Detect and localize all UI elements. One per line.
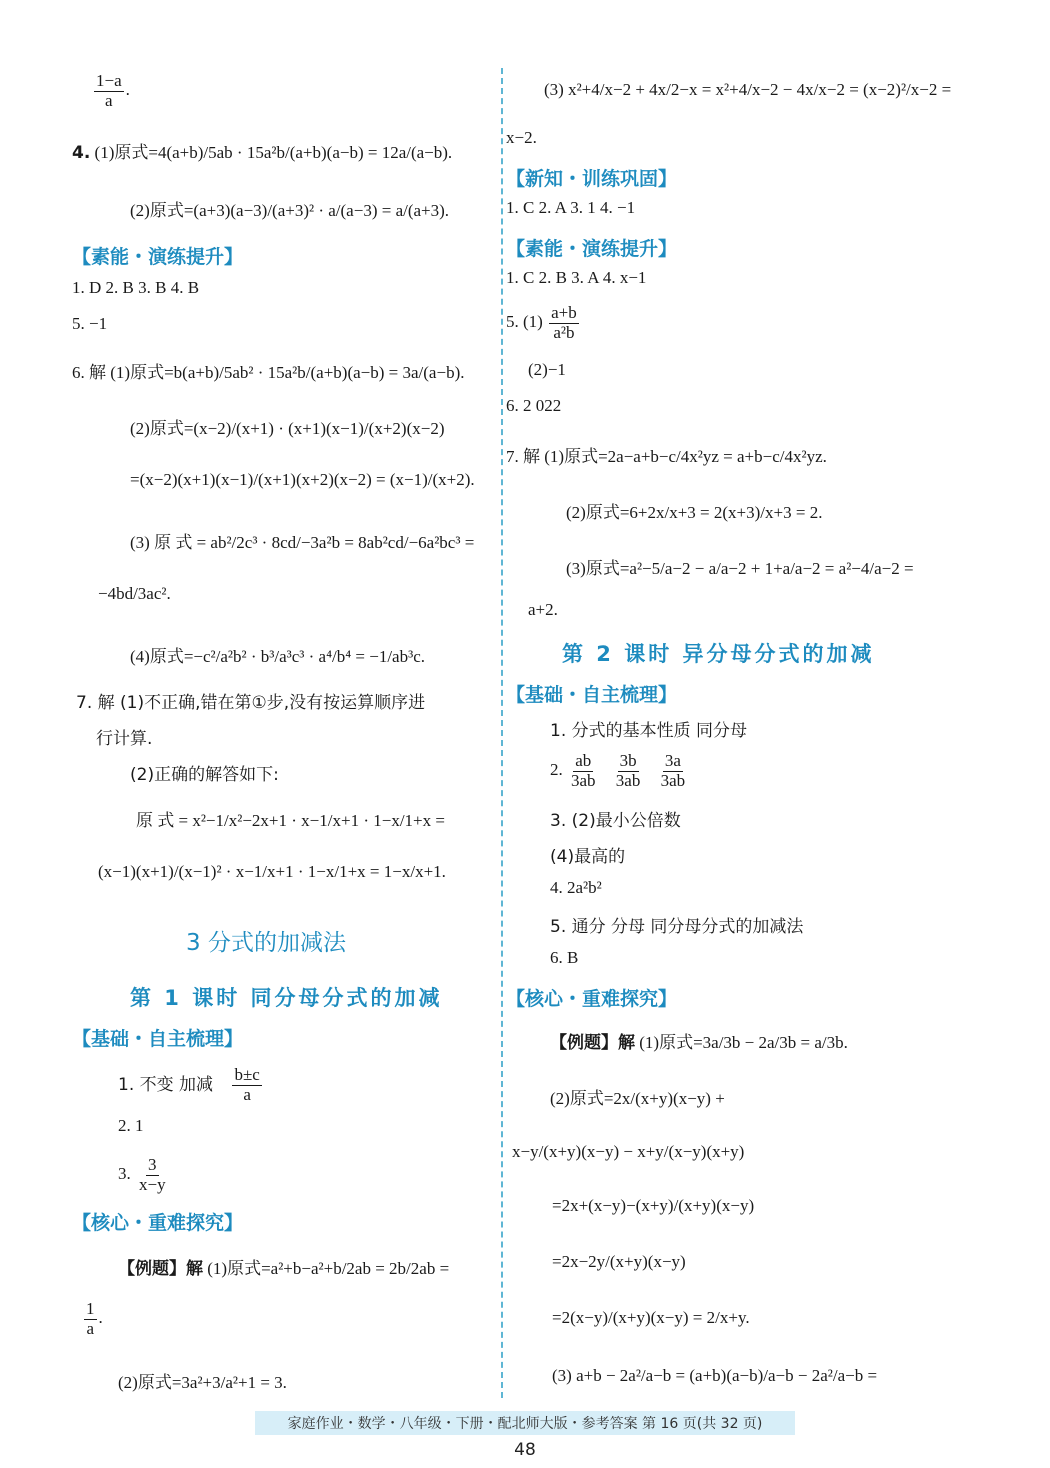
answer-5: 5. −1 bbox=[72, 314, 108, 333]
section-heading: 【素能・演练提升】 bbox=[506, 238, 678, 260]
practice-answers-1-4: 1. C 2. B 3. A 4. x−1 bbox=[506, 268, 647, 287]
page-number: 48 bbox=[514, 1440, 536, 1460]
fraction-continuation: $\frac{1-a}{a}$ . bbox=[96, 71, 130, 110]
footer-text: 家庭作业・数学・八年级・下册・配北师大版・参考答案 第 16 页(共 32 页) bbox=[287, 1416, 763, 1432]
practice-answer-7b: (2)原式=6+2x/x+3 = 2(x+3)/x+3 = 2. bbox=[566, 503, 823, 522]
q7-line-d: 原 式 = x²−1/x²−2x+1 · x−1/x+1 · 1−x/1+x = bbox=[136, 811, 445, 830]
section-heading: 【基础・自主梳理】 bbox=[506, 684, 678, 706]
basics2-5: 5. 通分 分母 同分母分式的加减法 bbox=[550, 917, 804, 937]
q6-part3b: −4bd/3ac². bbox=[98, 584, 171, 603]
q4-part2: (2)原式=(a+3)(a−3)/(a+3)² · a/(a−3) = a/(a+3). bbox=[130, 201, 450, 220]
basics-1: 1. 不变 加减 $\frac{b\pm c}{a}$ bbox=[118, 1065, 260, 1104]
answers-1-4: 1. D 2. B 3. B 4. B bbox=[72, 278, 200, 297]
basics2-6: 6. B bbox=[550, 948, 579, 967]
lesson-title: 第 2 课时 异分母分式的加减 bbox=[562, 642, 875, 666]
basics2-1: 1. 分式的基本性质 同分母 bbox=[550, 721, 748, 741]
r-part3-result: x−2. bbox=[506, 128, 537, 147]
q6-part2a: (2)原式=(x−2)/(x+1) · (x+1)(x−1)/(x+2)(x−2) bbox=[130, 419, 445, 438]
q6-part3a: (3) 原 式 = ab²/2c³ · 8cd/−3a²b = 8ab²cd/−6a²bc³ = bbox=[130, 533, 475, 552]
r-part3: (3) x²+4/x−2 + 4x/2−x = x²+4/x−2 − 4x/x−2 = (x−2)²/x−2 = bbox=[544, 80, 952, 99]
section-heading: 【基础・自主梳理】 bbox=[72, 1028, 244, 1050]
example2-part2d: =2x−2y/(x+y)(x−y) bbox=[552, 1252, 686, 1271]
section-heading: 【核心・重难探究】 bbox=[506, 988, 678, 1010]
basics-2: 2. 1 bbox=[118, 1116, 144, 1135]
chapter-title: 3 分式的加减法 bbox=[186, 930, 346, 956]
q6-part1: 6. 解 (1)原式=b(a+b)/5ab² · 15a²b/(a+b)(a−b) = 3a/(a−b). bbox=[72, 363, 465, 382]
practice-answer-7c: (3)原式=a²−5/a−2 − a/a−2 + 1+a/a−2 = a²−4/a−2 = bbox=[566, 559, 914, 578]
basics2-4: 4. 2a²b² bbox=[550, 878, 602, 897]
lesson-title: 第 1 课时 同分母分式的加减 bbox=[130, 986, 443, 1010]
footer-band bbox=[255, 1411, 795, 1435]
example2-part2e: =2(x−y)/(x+y)(x−y) = 2/x+y. bbox=[552, 1308, 750, 1327]
practice-answer-5: 5. (1) $\frac{a+b}{\text{a²b}}$ bbox=[506, 303, 577, 342]
q7-line-b: 行计算. bbox=[96, 729, 153, 749]
section-heading: 【新知・训练巩固】 bbox=[506, 168, 678, 190]
practice-answer-6: 6. 2 022 bbox=[506, 396, 562, 415]
example2-part2c: =2x+(x−y)−(x+y)/(x+y)(x−y) bbox=[552, 1196, 755, 1215]
practice-answer-7d: a+2. bbox=[528, 600, 558, 619]
q6-part4: (4)原式=−c²/a²b² · b³/a³c³ · a⁴/b⁴ = −1/ab³c. bbox=[130, 647, 425, 666]
example-part1-result: $\frac{1}{a}$ . bbox=[86, 1299, 103, 1338]
practice-answer-5b: (2)−1 bbox=[528, 360, 566, 379]
example-part2: (2)原式=3a²+3/a²+1 = 3. bbox=[118, 1373, 287, 1392]
section-heading: 【素能・演练提升】 bbox=[72, 246, 244, 268]
q7-line-c: (2)正确的解答如下: bbox=[130, 765, 279, 785]
example-part1: 【例题】解 (1)原式=a²+b−a²+b/2ab = 2b/2ab = bbox=[118, 1259, 450, 1279]
example2-part1: 【例题】解 (1)原式=3a/3b − 2a/3b = a/3b. bbox=[550, 1033, 848, 1053]
q4-part1: 4. (1)原式=4(a+b)/5ab · 15a²b/(a+b)(a−b) = 12a/(a−b). bbox=[72, 143, 453, 163]
example2-part3: (3) a+b − 2a²/a−b = (a+b)(a−b)/a−b − 2a²/a−b = bbox=[552, 1366, 878, 1385]
column-divider bbox=[501, 68, 503, 1398]
basics2-2: 2. $\frac{ab}{3ab}$ $\frac{3b}{3ab}$ $\frac{3a}{3ab}$ bbox=[550, 751, 686, 790]
q6-part2b: =(x−2)(x+1)(x−1)/(x+1)(x+2)(x−2) = (x−1)/(x+2). bbox=[130, 470, 475, 489]
example2-part2a: (2)原式=2x/(x+y)(x−y) + bbox=[550, 1089, 725, 1108]
basics2-3b: (4)最高的 bbox=[550, 847, 626, 867]
example2-part2b: x−y/(x+y)(x−y) − x+y/(x−y)(x+y) bbox=[512, 1142, 745, 1161]
practice-answer-7a: 7. 解 (1)原式=2a−a+b−c/4x²yz = a+b−c/4x²yz. bbox=[506, 447, 827, 466]
q7-line-e: (x−1)(x+1)/(x−1)² · x−1/x+1 · 1−x/1+x = 1−x/x+1. bbox=[98, 862, 446, 881]
basics-3: 3. $\frac{3}{x-y}$ bbox=[118, 1155, 166, 1194]
new-answers-1-4: 1. C 2. A 3. 1 4. −1 bbox=[506, 198, 636, 217]
q7-line-a: 7. 解 (1)不正确,错在第①步,没有按运算顺序进 bbox=[76, 693, 426, 713]
basics2-3: 3. (2)最小公倍数 bbox=[550, 811, 681, 831]
section-heading: 【核心・重难探究】 bbox=[72, 1212, 244, 1234]
